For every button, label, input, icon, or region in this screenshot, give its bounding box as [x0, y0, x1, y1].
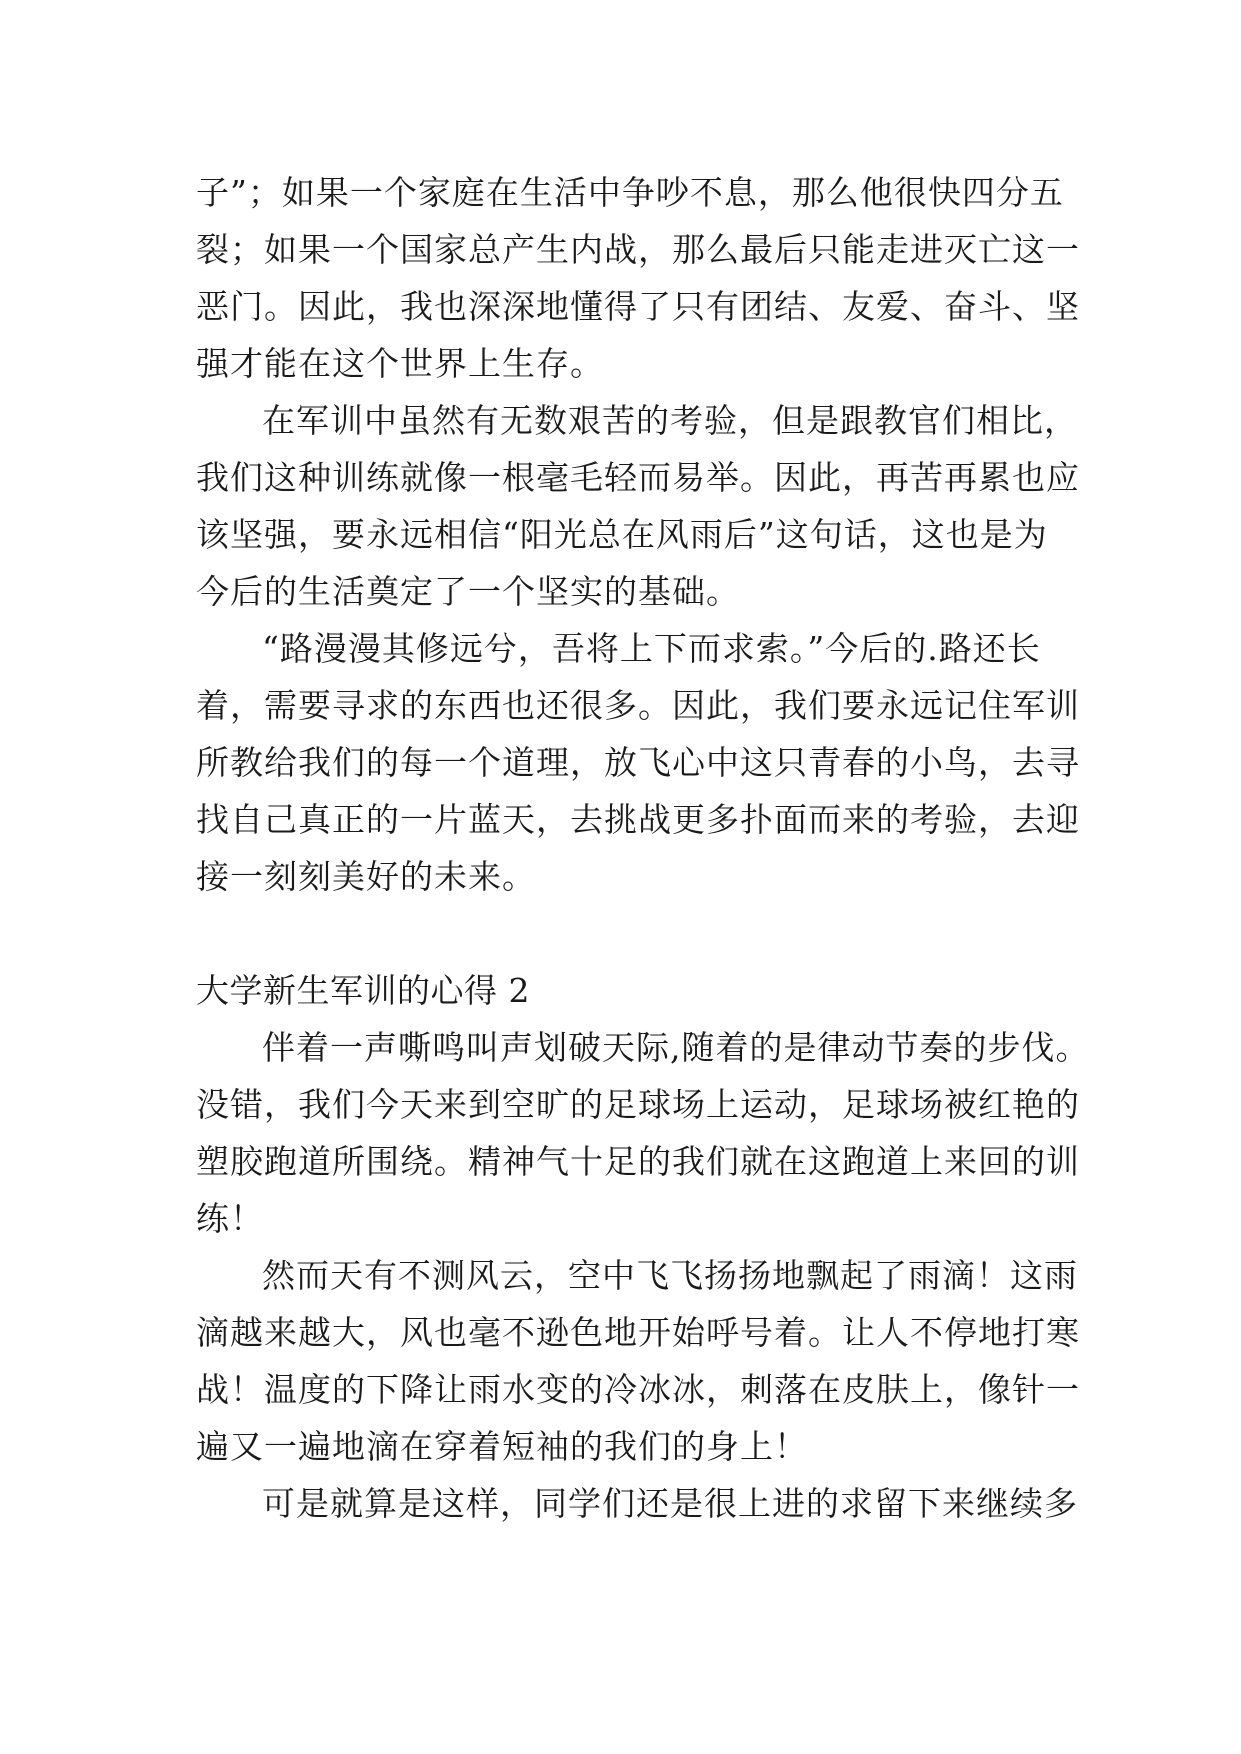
document-body [196, 164, 1090, 1532]
text-line: 找自己真正的一片蓝天，去挑战更多扑面而来的考验，去迎 [196, 800, 1080, 839]
section-gap [196, 905, 1076, 962]
text-line: 裂；如果一个国家总产生内战，那么最后只能走进灭亡这一 [196, 230, 1080, 269]
text-line: 遍又一遍地滴在穿着短袖的我们的身上！ [196, 1427, 808, 1466]
text-line: 然而天有不测风云，空中飞飞扬扬地飘起了雨滴！这雨 [262, 1256, 1078, 1295]
paragraph-5 [196, 1247, 1080, 1475]
paragraph-6 [196, 1475, 1076, 1532]
text-line: 我们这种训练就像一根毫毛轻而易举。因此，再苦再累也应 [196, 458, 1080, 497]
text-line: “路漫漫其修远兮，吾将上下而求索。”今后的.路还长 [262, 629, 1041, 668]
text-line: 滴越来越大，风也毫不逊色地开始呼号着。让人不停地打寒 [196, 1313, 1080, 1352]
section-heading: 大学新生军训的心得 2 [196, 971, 530, 1010]
text-line: 强才能在这个世界上生存。 [196, 344, 604, 383]
text-line: 所教给我们的每一个道理，放飞心中这只青春的小鸟，去寻 [196, 743, 1080, 782]
text-line: 着，需要寻求的东西也还很多。因此，我们要永远记住军训 [196, 686, 1080, 725]
paragraph-1 [196, 164, 1080, 392]
text-line: 没错，我们今天来到空旷的足球场上运动，足球场被红艳的 [196, 1085, 1080, 1124]
text-line: 在军训中虽然有无数艰苦的考验，但是跟教官们相比， [262, 401, 1078, 440]
paragraph-3 [196, 620, 1080, 905]
text-line: 战！温度的下降让雨水变的冷冰冰，刺落在皮肤上，像针一 [196, 1370, 1080, 1409]
text-line: 子”；如果一个家庭在生活中争吵不息，那么他很快四分五 [196, 173, 1064, 212]
text-line: 可是就算是这样，同学们还是很上进的求留下来继续多 [262, 1484, 1078, 1523]
text-line: 塑胶跑道所围绕。精神气十足的我们就在这跑道上来回的训 [196, 1142, 1080, 1181]
text-line: 今后的生活奠定了一个坚实的基础。 [196, 572, 740, 611]
text-line: 伴着一声嘶鸣叫声划破天际,随着的是律动节奏的步伐。 [262, 1028, 1090, 1067]
text-line: 接一刻刻美好的未来。 [196, 857, 536, 896]
paragraph-4 [196, 1019, 1090, 1247]
text-line: 该坚强，要永远相信“阳光总在风雨后”这句话，这也是为 [196, 515, 1048, 554]
text-line: 练！ [196, 1199, 264, 1238]
paragraph-2 [196, 392, 1080, 620]
text-line: 恶门。因此，我也深深地懂得了只有团结、友爱、奋斗、坚 [196, 287, 1080, 326]
